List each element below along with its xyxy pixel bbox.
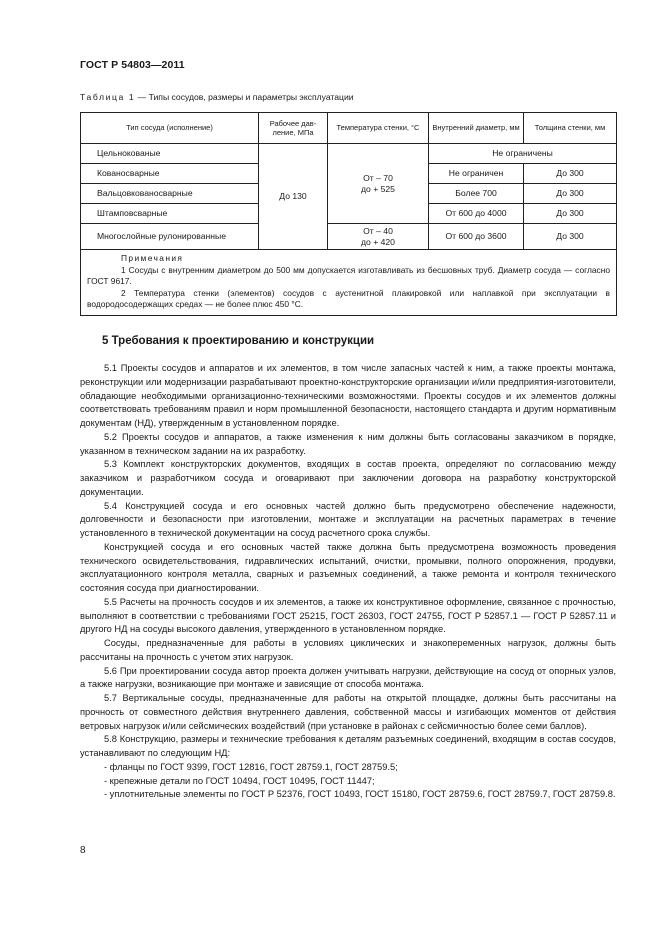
cell-thickness: До 300: [524, 224, 617, 250]
vessel-types-table: [80, 112, 617, 316]
cell-vessel-type: Цельнокованые: [81, 144, 259, 164]
cell-vessel-type: Кованосварные: [81, 164, 259, 184]
paragraph: 5.7 Вертикальные сосуды, предназначенные для работы на открытой площадке, должны быть рассчитаны на прочность от совместного действия внутреннего давления, собственной массы и изгибающих моментов от действия ветровых нагрузок и/или сейсмических воздействий (при установке в районах с сейсмичностью более семи баллов).: [80, 693, 616, 731]
cell-diameter: Не ограничен: [429, 164, 524, 184]
paragraph: 5.3 Комплект конструкторских документов, входящих в состав проекта, определяют по согласованию между заказчиком и разработчиком сосуда и оговаривают при заключении договора на разработку конструкторской документации.: [80, 459, 616, 497]
table-caption-label: Таблица 1: [80, 92, 136, 102]
table-notes: [81, 250, 617, 316]
cell-vessel-type: Штамповсварные: [81, 204, 259, 224]
table-caption: [80, 92, 354, 102]
temperature-from: От – 70: [363, 172, 393, 183]
cell-thickness: До 300: [524, 184, 617, 204]
temperature-from: От – 40: [363, 225, 393, 236]
section-body: [80, 362, 616, 802]
temperature-to: до + 420: [361, 236, 395, 247]
paragraph: 5.5 Расчеты на прочность сосудов и их элементов, а также их конструктивное оформление, связанное с прочностью, выполняют в соответствии с требованиями ГОСТ 25215, ГОСТ 26303, ГОСТ 24755, ГОСТ Р 52857.1 — ГОСТ Р 52857.11 и другого НД на сосуды высокого давления, утвержденного в установленном порядке.: [80, 596, 616, 635]
section-title: 5 Требования к проектированию и конструкции: [102, 335, 375, 347]
paragraph: Сосуды, предназначенные для работы в условиях циклических и знакопеременных нагрузок, должны быть рассчитаны на прочность с учетом этих нагрузок.: [80, 638, 616, 662]
header-vessel-type: Тип сосуда (исполнение): [81, 113, 259, 144]
cell-diameter: Более 700: [429, 184, 524, 204]
list-item: - уплотнительные элементы по ГОСТ Р 52376, ГОСТ 10493, ГОСТ 15180, ГОСТ 28759.6, ГОСТ 28759.7, ГОСТ 28759.8.: [104, 789, 616, 800]
cell-thickness: До 300: [524, 164, 617, 184]
note-1: 1 Сосуды с внутренним диаметром до 500 мм допускается изготавливать из бесшовных труб. Диаметр сосуда — согласно ГОСТ 9617.: [87, 264, 610, 287]
cell-diameter-thickness: Не ограничены: [429, 144, 617, 164]
cell-diameter: От 600 до 4000: [429, 204, 524, 224]
header-wall-temperature: Температура стенки, °С: [328, 113, 429, 144]
list-item: - фланцы по ГОСТ 9399, ГОСТ 12816, ГОСТ 28759.1, ГОСТ 28759.5;: [104, 761, 398, 772]
document-code: ГОСТ Р 54803—2011: [80, 59, 185, 71]
paragraph: 5.4 Конструкцией сосуда и его основных частей должно быть предусмотрено обеспечение надежности, долговечности и безопасности при изготовлении, монтаже и эксплуатации на расчетных параметрах в течение установленного в технической документации на сосуд расчетного срока службы.: [80, 500, 616, 538]
table-header-row: [81, 113, 617, 144]
cell-vessel-type: Вальцовкованосварные: [81, 184, 259, 204]
table-notes-row: [81, 250, 617, 316]
cell-pressure: До 130: [259, 144, 328, 250]
cell-temperature-group-1: [328, 144, 429, 224]
header-wall-thickness: Толщина стенки, мм: [524, 113, 617, 144]
cell-thickness: До 300: [524, 204, 617, 224]
table-row: [81, 144, 617, 164]
temperature-to: до + 525: [361, 183, 395, 194]
note-2: 2 Температура стенки (элементов) сосудов с аустенитной плакировкой или наплавкой при эксплуатации в водородосодержащих средах — не более плюс 450 °С.: [87, 287, 610, 310]
header-inner-diameter: Внутренний диаметр, мм: [429, 113, 524, 144]
list-item: - крепежные детали по ГОСТ 10494, ГОСТ 10495, ГОСТ 11447;: [104, 775, 375, 786]
cell-temperature-group-2: [328, 224, 429, 250]
header-pressure: Рабочее дав-ление, МПа: [259, 113, 328, 144]
table-row: [81, 224, 617, 250]
cell-diameter: От 600 до 3600: [429, 224, 524, 250]
notes-title: Примечания: [121, 253, 184, 263]
table-caption-text: — Типы сосудов, размеры и параметры эксплуатации: [135, 92, 354, 102]
paragraph: 5.8 Конструкцию, размеры и технические требования к деталям разъемных соединений, входящим в состав сосудов, устанавливают по следующим НД:: [80, 734, 616, 758]
paragraph: 5.1 Проекты сосудов и аппаратов и их элементов, в том числе запасных частей к ним, а также проекты монтажа, реконструкции или модернизации разрабатывают проектно-конструкторские организации и/или предприятия-изготовители, обладающие необходимыми организационно-техническими возможностями. Проекты сосудов и их элементов должны соответствовать требованиям правил и норм промышленной безопасности, настоящего стандарта и другим нормативным документам (НД), утвержденным в установленном порядке.: [80, 363, 616, 428]
cell-vessel-type: Многослойные рулонированные: [81, 224, 259, 250]
paragraph: Конструкцией сосуда и его основных частей также должна быть предусмотрена возможность проведения технического освидетельствования, гидравлических испытаний, очистки, промывки, полного опорожнения, продувки, эксплуатационного контроля металла, сварных и разъемных соединений, а также ремонта и контроля технического состояния сосуда при диагностировании.: [80, 541, 616, 593]
page-number: 8: [80, 845, 86, 856]
paragraph: 5.2 Проекты сосудов и аппаратов, а также изменения к ним должны быть согласованы заказчиком в порядке, указанном в техническом задании на их разработку.: [80, 431, 616, 456]
paragraph: 5.6 При проектировании сосуда автор проекта должен учитывать нагрузки, действующие на сосуд от опорных узлов, а также нагрузки, возникающие при монтаже и зависящие от способа монтажа.: [80, 665, 616, 690]
